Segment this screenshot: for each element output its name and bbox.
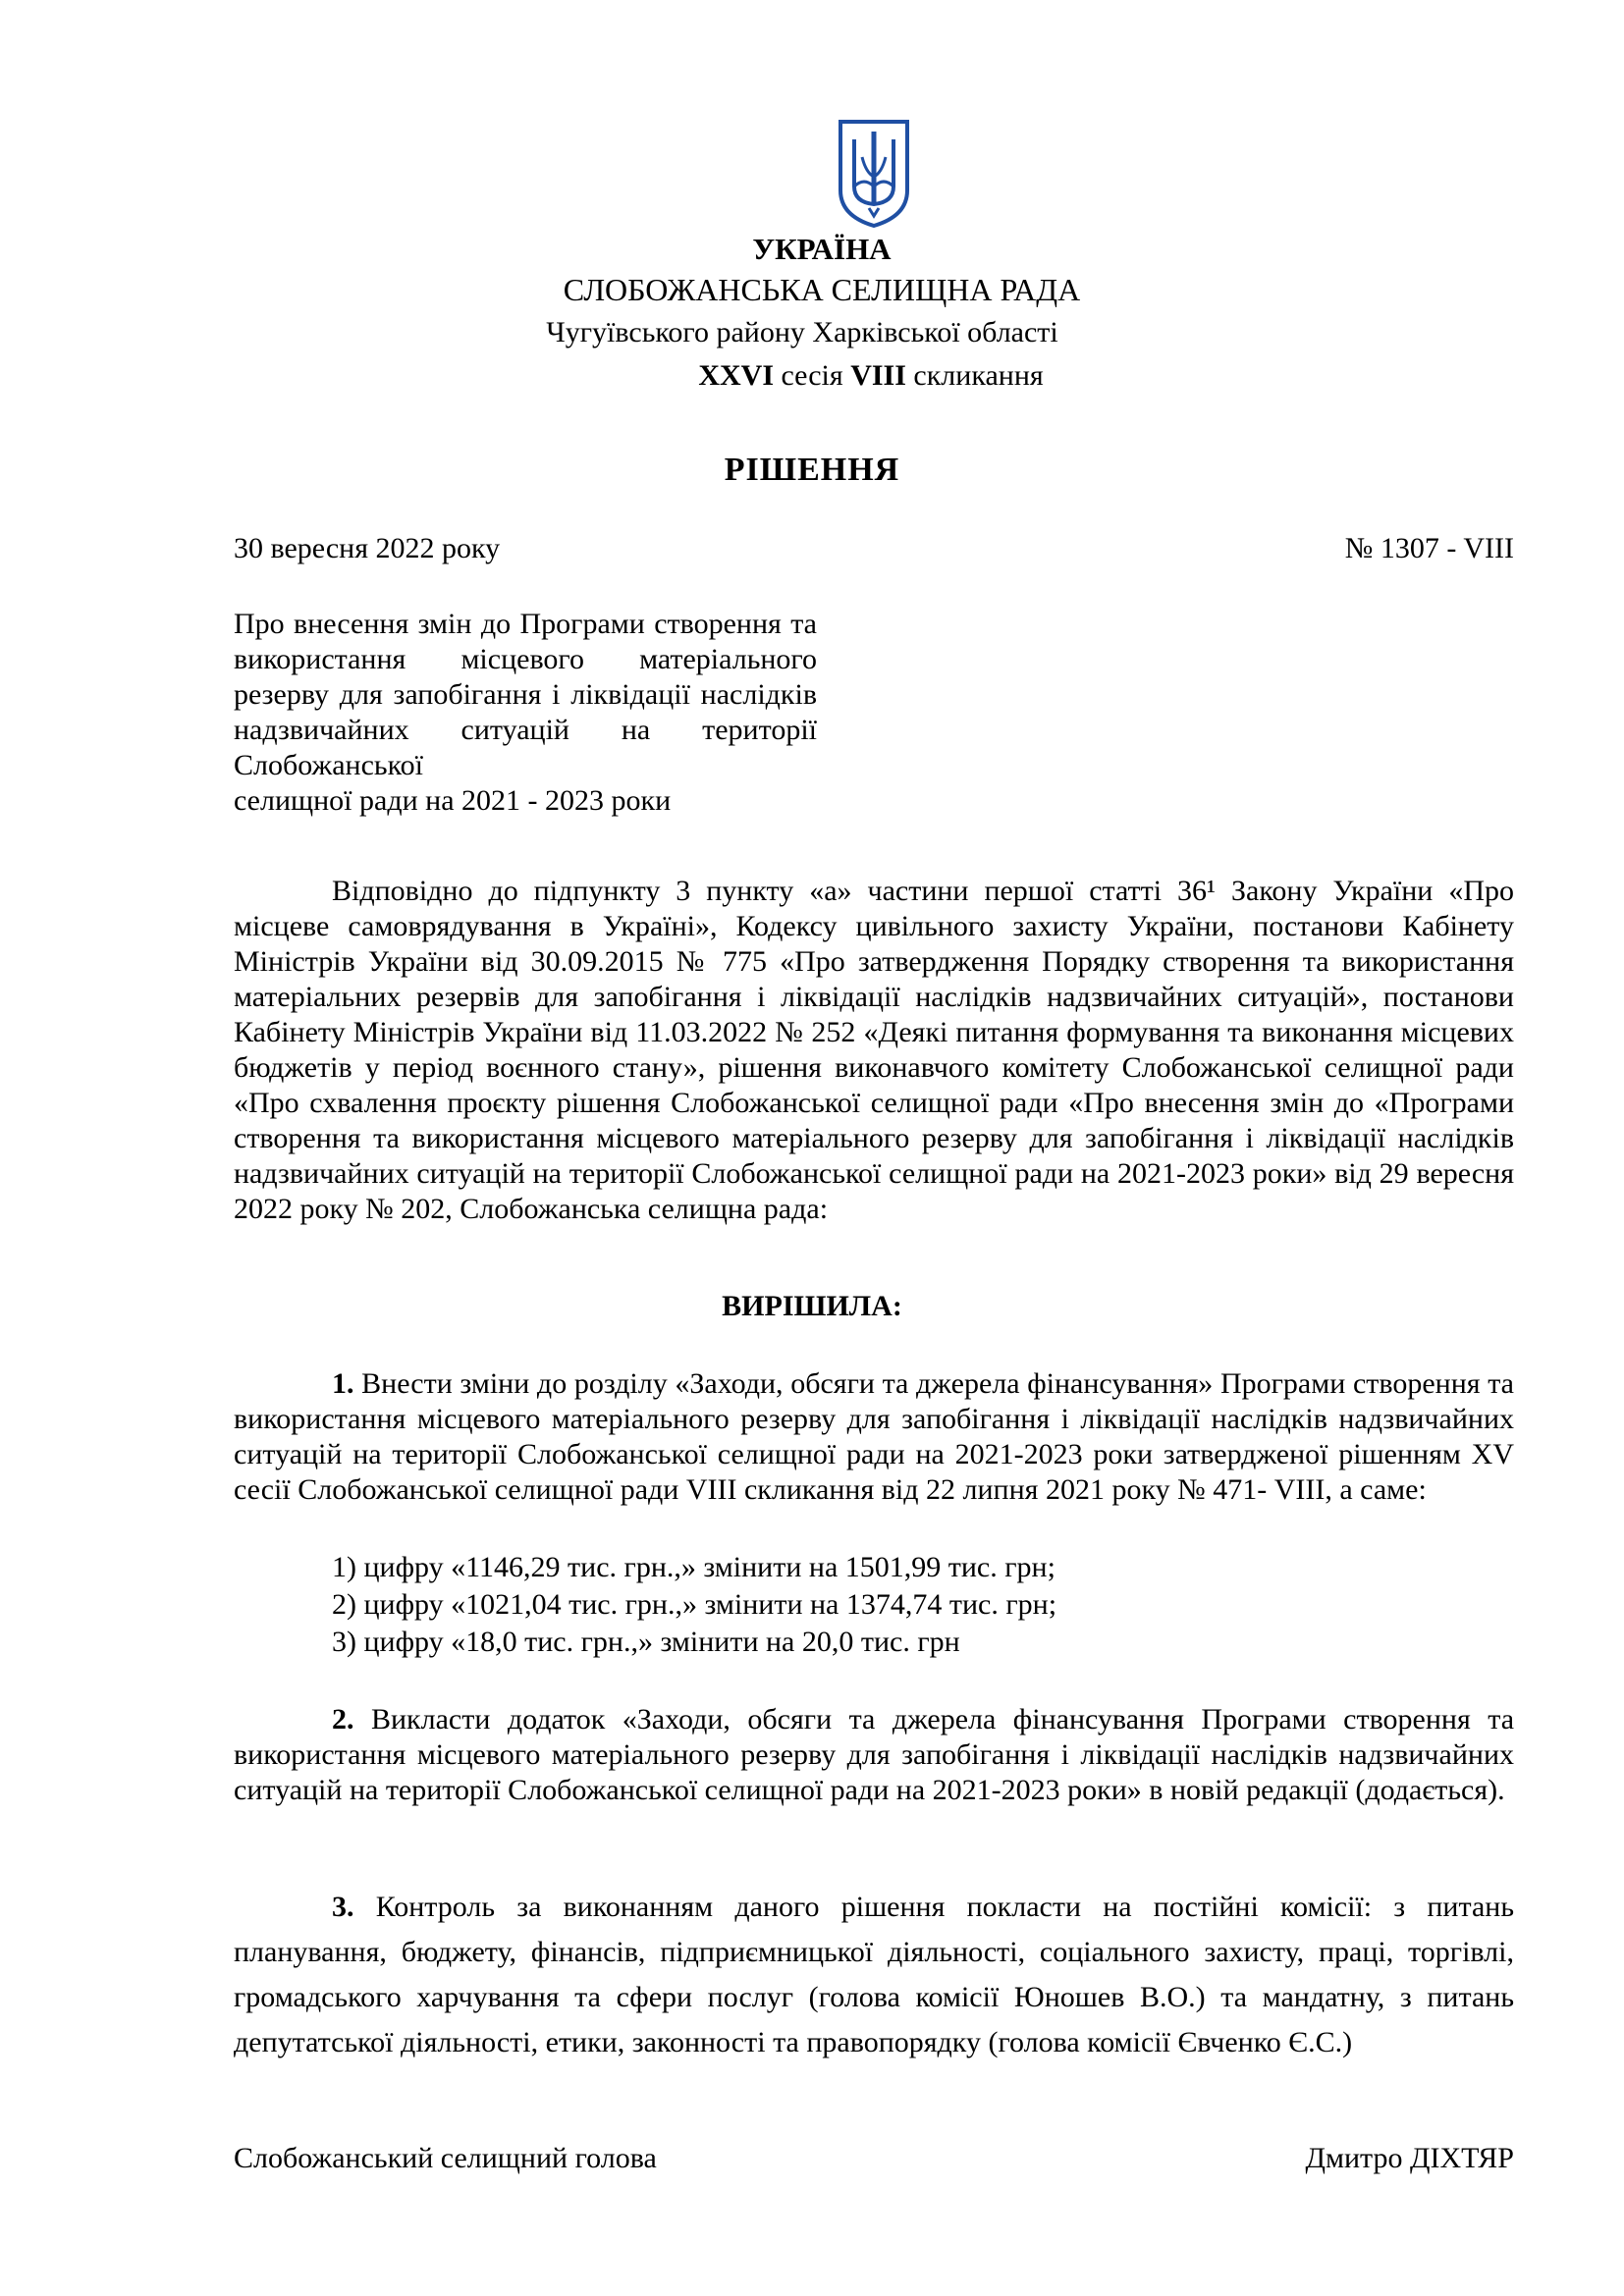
council-heading: СЛОБОЖАНСЬКА СЕЛИЩНА РАДА	[563, 272, 1081, 307]
session-word: сесія	[781, 359, 843, 392]
item-1-text: Внести зміни до розділу «Заходи, обсяги та джерела фінансування» Програми створення та використання місцевого матеріального резерву для запобігання і ліквідації наслідків надзвичайних ситуацій на території Слобожанської селищної ради на 2021-2023 роки затвердженої рішенням XV сесії Слобожанської селищної ради VIII скликання від 22 липня 2021 року № 471- VIII, а саме:	[234, 1367, 1514, 1506]
item-2-number: 2.	[332, 1703, 354, 1735]
decision-date: 30 вересня 2022 року	[234, 532, 501, 564]
list-item: 1) цифру «1146,29 тис. грн.,» змінити на 1501,99 тис. грн;	[332, 1551, 1056, 1583]
session-number: XXVI	[698, 359, 774, 392]
subject-last-line: селищної ради на 2021 - 2023 роки	[234, 784, 672, 817]
item-2-text: Викласти додаток «Заходи, обсяги та джерела фінансування Програми створення та використання місцевого матеріального резерву для запобігання і ліквідації наслідків надзвичайних ситуацій на території Слобожанської селищної ради на 2021-2023 роки» в новій редакції (додається).	[234, 1703, 1515, 1806]
signatory-position: Слобожанський селищний голова	[234, 2142, 657, 2174]
item-2-paragraph	[234, 1702, 1514, 1808]
list-item: 2) цифру «1021,04 тис. грн.,» змінити на 1374,74 тис. грн;	[332, 1588, 1057, 1621]
item-1-number: 1.	[332, 1367, 354, 1400]
preamble-paragraph: Відповідно до підпункту 3 пункту «а» частини першої статті 36¹ Закону України «Про місцеве самоврядування в Україні», Кодексу цивільного захисту України, постанови Кабінету Міністрів України від 30.09.2015 № 775 «Про затвердження Порядку створення та використання матеріальних резервів для запобігання і ліквідації наслідків надзвичайних ситуацій», постанови Кабінету Міністрів України від 11.03.2022 № 252 «Деякі питання формування та виконання місцевих бюджетів у період воєнного стану», рішення виконавчого комітету Слобожанської селищної ради «Про схвалення проєкту рішення Слобожанської селищної ради «Про внесення змін до «Програми створення та використання місцевого матеріального резерву для запобігання і ліквідації наслідків надзвичайних ситуацій на території Слобожанської селищної ради на 2021-2023 роки» від 29 вересня 2022 року № 202, Слобожанська селищна рада:	[234, 875, 1514, 1225]
decision-number: № 1307 - VIII	[1344, 532, 1514, 564]
convocation-number: VIII	[850, 359, 906, 392]
subject-text: Про внесення змін до Програми створення та використання місцевого матеріального резерву для запобігання і ліквідації наслідків надзвичайних ситуацій на території Слобожанської	[234, 608, 817, 781]
list-item: 3) цифру «18,0 тис. грн.,» змінити на 20,0 тис. грн	[332, 1626, 960, 1658]
changes-list	[332, 1549, 1056, 1661]
item-3-paragraph	[234, 1885, 1514, 2065]
coat-of-arms-icon	[837, 118, 911, 230]
signatory-name: Дмитро ДІХТЯР	[1305, 2142, 1514, 2174]
item-1-paragraph	[234, 1366, 1514, 1508]
item-3-number: 3.	[332, 1891, 354, 1923]
session-heading	[59, 359, 1624, 393]
decided-heading: ВИРІШИЛА:	[722, 1290, 902, 1322]
country-heading: УКРАЇНА	[752, 232, 892, 266]
district-heading: Чугуївського району Харківської області	[546, 316, 1058, 348]
convocation-word: скликання	[913, 359, 1044, 392]
item-3-text: Контроль за виконанням даного рішення покласти на постійні комісії: з питань планування, бюджету, фінансів, підприємницької діяльності, соціального захисту, праці, торгівлі, громадського харчування та сфери послуг (голова комісії Юношев В.О.) та мандатну, з питань депутатської діяльності, етики, законності та правопорядку (голова комісії Євченко Є.С.)	[234, 1891, 1515, 2058]
document-title: РІШЕННЯ	[724, 452, 900, 488]
decision-subject	[234, 607, 817, 819]
